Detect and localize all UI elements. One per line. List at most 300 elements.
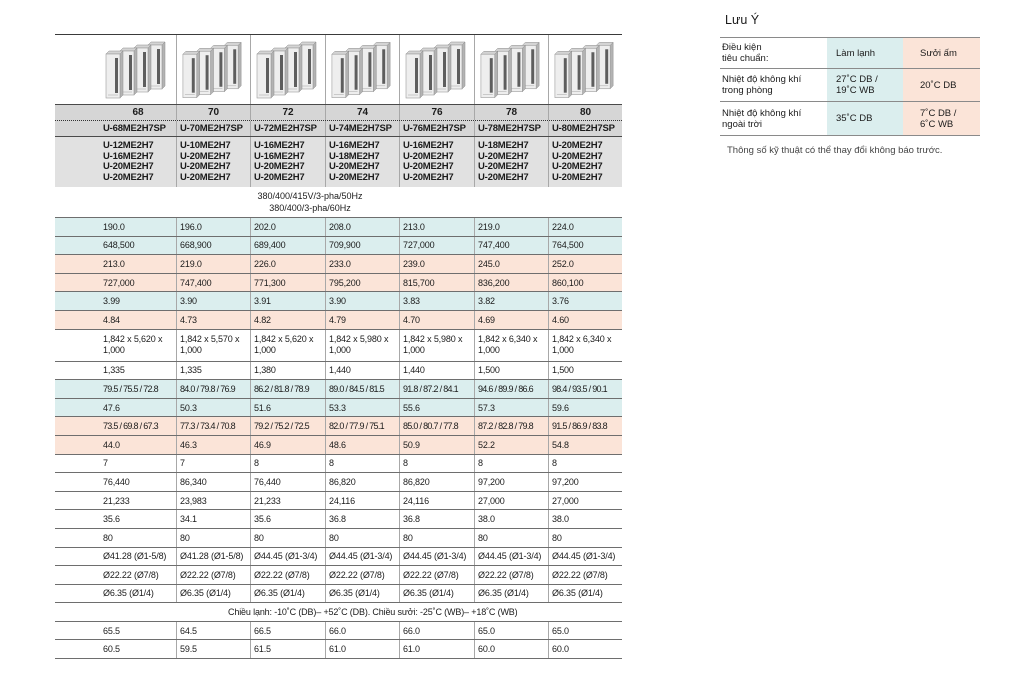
notes-title: Lưu Ý bbox=[725, 13, 760, 27]
spec-value-cell bbox=[474, 292, 548, 310]
spec-value: 48.6 bbox=[329, 439, 346, 450]
spec-value-cell bbox=[474, 622, 548, 640]
module-combination-cell bbox=[548, 137, 622, 187]
spec-value: 815,700 bbox=[403, 277, 435, 288]
module-combination-cell bbox=[474, 137, 548, 187]
spec-value-cell bbox=[100, 548, 176, 566]
module-model: U-16ME2H7 bbox=[254, 140, 305, 151]
spec-value: 79.5 / 75.5 / 72.8 bbox=[103, 383, 158, 394]
spec-value: Ø44.45 (Ø1-3/4) bbox=[478, 551, 542, 562]
unit-image-cell bbox=[325, 35, 399, 104]
spec-value-cell bbox=[399, 566, 474, 584]
spec-value: 648,500 bbox=[103, 240, 135, 251]
outdoor-unit-image bbox=[475, 35, 548, 104]
outdoor-unit-image bbox=[326, 35, 399, 104]
lead-blank-cell bbox=[55, 455, 100, 473]
row-label-line: Nhiệt độ không khí bbox=[722, 74, 802, 85]
spec-value: 3.99 bbox=[103, 296, 120, 307]
module-model: U-16ME2H7 bbox=[103, 150, 154, 162]
outdoor-unit bbox=[555, 51, 572, 97]
spec-value: 61.0 bbox=[403, 644, 420, 655]
spec-value: 86.2 / 81.8 / 78.9 bbox=[254, 383, 309, 394]
standard-conditions-table bbox=[720, 37, 980, 136]
model-name: U-72ME2H7SP bbox=[254, 123, 317, 134]
lead-blank-cell bbox=[55, 417, 100, 435]
spec-value: 60.0 bbox=[478, 644, 495, 655]
module-combination-cell bbox=[100, 137, 176, 187]
spec-value: 50.9 bbox=[403, 439, 420, 450]
spec-value: Ø22.22 (Ø7/8) bbox=[103, 569, 159, 580]
spec-value: 4.84 bbox=[103, 314, 120, 325]
module-model: U-16ME2H7 bbox=[329, 140, 380, 151]
spec-row bbox=[55, 473, 622, 492]
module-model: U-20ME2H7 bbox=[329, 161, 380, 172]
spec-value-cell bbox=[474, 330, 548, 361]
spec-value-cell bbox=[250, 380, 325, 398]
spec-value-cell bbox=[548, 455, 622, 473]
spec-value-cell bbox=[176, 255, 250, 273]
spec-value: 89.0 / 84.5 / 81.5 bbox=[329, 383, 384, 394]
module-model: U-10ME2H7 bbox=[180, 140, 231, 151]
lead-blank-cell bbox=[55, 218, 100, 236]
spec-value: 51.6 bbox=[254, 402, 271, 413]
spec-value: 3.76 bbox=[552, 296, 569, 307]
lead-blank-cell bbox=[55, 35, 100, 104]
spec-value-cell bbox=[399, 640, 474, 658]
spec-value: 8 bbox=[403, 458, 408, 469]
spec-value-cell bbox=[176, 436, 250, 454]
hp-value: 68 bbox=[132, 107, 144, 118]
module-model: U-18ME2H7 bbox=[478, 140, 529, 151]
spec-value-cell bbox=[325, 455, 399, 473]
spec-value: 65.0 bbox=[478, 625, 495, 636]
hp-cell bbox=[474, 105, 548, 120]
module-combination-cell bbox=[250, 137, 325, 187]
spec-value-cell bbox=[250, 510, 325, 528]
spec-value: Ø22.22 (Ø7/8) bbox=[329, 569, 385, 580]
spec-value: 80 bbox=[329, 532, 339, 543]
spec-row bbox=[55, 455, 622, 474]
spec-value-cell bbox=[548, 640, 622, 658]
model-cell bbox=[325, 121, 399, 136]
lead-blank-cell bbox=[55, 548, 100, 566]
spec-value: 239.0 bbox=[403, 258, 425, 269]
spec-value-cell bbox=[325, 237, 399, 255]
indoor-temp-row bbox=[720, 69, 980, 102]
spec-value-cell bbox=[474, 218, 548, 236]
spec-value-cell bbox=[325, 566, 399, 584]
spec-row bbox=[55, 274, 622, 293]
heating-value-line: 6˚C WB bbox=[920, 118, 954, 130]
spec-value-cell bbox=[548, 380, 622, 398]
module-combination-cell bbox=[325, 137, 399, 187]
hp-value: 74 bbox=[356, 107, 369, 118]
spec-value-cell bbox=[176, 417, 250, 435]
spec-value: Ø44.45 (Ø1-3/4) bbox=[403, 551, 467, 562]
spec-value-cell bbox=[250, 399, 325, 417]
spec-value: Ø22.22 (Ø7/8) bbox=[478, 569, 534, 580]
module-model: U-20ME2H7 bbox=[552, 140, 603, 151]
module-model: U-20ME2H7 bbox=[180, 161, 231, 172]
spec-row bbox=[55, 237, 622, 256]
spec-value-cell bbox=[250, 330, 325, 361]
spec-value-cell bbox=[325, 218, 399, 236]
spec-value-cell bbox=[250, 640, 325, 658]
heating-value-line: 7˚C DB / bbox=[920, 107, 957, 119]
spec-value-cell bbox=[100, 330, 176, 361]
hp-value: 78 bbox=[505, 107, 518, 118]
module-combination-cell bbox=[399, 137, 474, 187]
lead-blank-cell bbox=[55, 362, 100, 380]
spec-value: 91.5 / 86.9 / 83.8 bbox=[552, 421, 607, 432]
spec-value-cell bbox=[399, 417, 474, 435]
lead-blank-cell bbox=[55, 274, 100, 292]
spec-value: 91.8 / 87.2 / 84.1 bbox=[403, 383, 458, 394]
spec-value: Ø22.22 (Ø7/8) bbox=[180, 569, 236, 580]
spec-value-cell bbox=[100, 455, 176, 473]
module-model: U-20ME2H7 bbox=[103, 161, 154, 172]
lead-blank-cell bbox=[55, 585, 100, 603]
spec-value: 24,116 bbox=[329, 495, 355, 506]
spec-value-cell bbox=[474, 436, 548, 454]
spec-value: 747,400 bbox=[478, 240, 510, 251]
lead-blank-cell bbox=[55, 566, 100, 584]
spec-value-cell bbox=[399, 292, 474, 310]
lead-blank-cell bbox=[55, 640, 100, 658]
spec-value: 219.0 bbox=[180, 258, 202, 269]
outdoor-unit-image bbox=[251, 35, 325, 104]
spec-value: 97,200 bbox=[552, 476, 579, 487]
power-supply-block bbox=[255, 190, 365, 214]
spec-value: 1,500 bbox=[552, 365, 574, 376]
spec-value: 7 bbox=[103, 458, 108, 469]
spec-value: 87.2 / 82.8 / 79.8 bbox=[478, 421, 533, 432]
spec-value-cell bbox=[474, 311, 548, 329]
module-model: U-20ME2H7 bbox=[478, 161, 529, 172]
spec-value: 4.70 bbox=[403, 314, 420, 325]
outdoor-unit bbox=[106, 51, 123, 98]
spec-value-cell bbox=[100, 566, 176, 584]
hp-value: 80 bbox=[579, 107, 592, 118]
spec-value-cell bbox=[250, 292, 325, 310]
indoor-temp-label-cell bbox=[720, 69, 827, 101]
spec-value: 3.83 bbox=[403, 296, 420, 307]
spec-value-cell bbox=[399, 473, 474, 491]
spec-value: 3.90 bbox=[329, 296, 346, 307]
spec-value-cell bbox=[325, 274, 399, 292]
module-combination-row bbox=[55, 137, 622, 187]
power-supply-line: 380/400/3-pha/60Hz bbox=[269, 203, 351, 213]
spec-row bbox=[55, 436, 622, 455]
spec-value-cell bbox=[474, 510, 548, 528]
model-name: U-80ME2H7SP bbox=[552, 123, 615, 134]
lead-blank-cell bbox=[55, 510, 100, 528]
spec-value-cell bbox=[325, 362, 399, 380]
spec-value-cell bbox=[100, 218, 176, 236]
model-cell bbox=[176, 121, 250, 136]
spec-value-cell bbox=[474, 417, 548, 435]
spec-value: 1,842 x 5,620 x 1,000 bbox=[103, 334, 163, 356]
spec-value: 8 bbox=[329, 458, 334, 469]
spec-value-cell bbox=[325, 436, 399, 454]
heating-header-label: Sưởi ấm bbox=[920, 47, 957, 59]
spec-value-cell bbox=[176, 399, 250, 417]
spec-value: 60.5 bbox=[103, 644, 120, 655]
spec-value: 836,200 bbox=[478, 277, 510, 288]
spec-value-cell bbox=[548, 255, 622, 273]
spec-value-cell bbox=[250, 585, 325, 603]
spec-value-cell bbox=[176, 640, 250, 658]
spec-value-cell bbox=[548, 311, 622, 329]
spec-value-cell bbox=[250, 218, 325, 236]
spec-value-cell bbox=[325, 622, 399, 640]
spec-value: 208.0 bbox=[329, 221, 351, 232]
model-name-row bbox=[55, 121, 622, 137]
spec-value-cell bbox=[548, 436, 622, 454]
spec-value: 1,842 x 5,980 x 1,000 bbox=[329, 334, 389, 356]
module-model: U-20ME2H7 bbox=[329, 171, 380, 183]
spec-value: 8 bbox=[254, 458, 259, 469]
spec-value: 202.0 bbox=[254, 221, 276, 232]
hp-cell bbox=[548, 105, 622, 120]
module-model: U-12ME2H7 bbox=[103, 140, 154, 151]
spec-value-cell bbox=[100, 529, 176, 547]
spec-value: Ø6.35 (Ø1/4) bbox=[403, 588, 454, 599]
spec-value-cell bbox=[474, 640, 548, 658]
spec-value-cell bbox=[399, 529, 474, 547]
spec-value-cell bbox=[548, 218, 622, 236]
spec-value-cell bbox=[250, 237, 325, 255]
spec-value: 233.0 bbox=[329, 258, 351, 269]
module-combination-cell bbox=[176, 137, 250, 187]
power-supply-cell bbox=[55, 187, 622, 217]
spec-row bbox=[55, 255, 622, 274]
lead-blank-cell bbox=[55, 237, 100, 255]
spec-value: 196.0 bbox=[180, 221, 202, 232]
spec-value-cell bbox=[100, 237, 176, 255]
lead-blank-cell bbox=[55, 436, 100, 454]
condition-header-cell bbox=[720, 38, 827, 68]
model-cell bbox=[100, 121, 176, 136]
spec-value-cell bbox=[474, 585, 548, 603]
power-supply-line: 380/400/415V/3-pha/50Hz bbox=[257, 191, 363, 201]
cooling-value-line: 35˚C DB bbox=[836, 113, 873, 124]
outdoor-unit bbox=[332, 51, 349, 97]
spec-value: 38.0 bbox=[552, 514, 569, 525]
module-model: U-20ME2H7 bbox=[180, 150, 231, 162]
spec-value: 80 bbox=[180, 532, 190, 543]
outdoor-unit bbox=[406, 51, 423, 98]
hp-value: 70 bbox=[207, 107, 220, 118]
spec-row bbox=[55, 311, 622, 330]
spec-value: 53.3 bbox=[329, 402, 346, 413]
spec-value: 35.6 bbox=[254, 514, 271, 525]
spec-value-cell bbox=[176, 585, 250, 603]
spec-value-cell bbox=[474, 473, 548, 491]
spec-value: 727,000 bbox=[403, 240, 435, 251]
spec-value-cell bbox=[176, 455, 250, 473]
spec-value: 764,500 bbox=[552, 240, 584, 251]
spec-value-cell bbox=[250, 311, 325, 329]
spec-value: 1,842 x 5,570 x 1,000 bbox=[180, 334, 240, 356]
spec-value: 66.0 bbox=[403, 625, 420, 636]
row-label-line: Nhiệt độ không khí bbox=[722, 107, 802, 119]
module-model: U-18ME2H7 bbox=[329, 150, 380, 162]
spec-value: 61.0 bbox=[329, 644, 346, 655]
spec-value: 27,000 bbox=[478, 495, 505, 506]
spec-value-cell bbox=[325, 585, 399, 603]
spec-value-cell bbox=[325, 255, 399, 273]
spec-value: 79.2 / 75.2 / 72.5 bbox=[254, 421, 309, 432]
spec-value: 23,983 bbox=[180, 495, 207, 506]
outdoor-unit-image bbox=[100, 35, 174, 104]
model-cell bbox=[548, 121, 622, 136]
spec-row bbox=[55, 292, 622, 311]
spec-value-cell bbox=[250, 255, 325, 273]
spec-value-cell bbox=[325, 473, 399, 491]
spec-value: 21,233 bbox=[103, 495, 130, 506]
unit-image-cell bbox=[250, 35, 325, 104]
spec-value-cell bbox=[176, 566, 250, 584]
spec-value: 76,440 bbox=[103, 476, 130, 487]
spec-value-cell bbox=[474, 362, 548, 380]
spec-value-cell bbox=[100, 399, 176, 417]
spec-value: 1,380 bbox=[254, 365, 276, 376]
spec-value: 24,116 bbox=[403, 495, 429, 506]
spec-value-cell bbox=[100, 362, 176, 380]
module-model: U-20ME2H7 bbox=[254, 161, 305, 172]
lead-blank-cell bbox=[55, 137, 100, 187]
spec-value: 80 bbox=[254, 532, 264, 543]
spec-value-cell bbox=[548, 330, 622, 361]
spec-value: 795,200 bbox=[329, 277, 361, 288]
unit-image-row bbox=[55, 35, 622, 105]
hp-cell bbox=[325, 105, 399, 120]
spec-value-cell bbox=[474, 380, 548, 398]
spec-value-cell bbox=[176, 548, 250, 566]
spec-value: 1,842 x 6,340 x 1,000 bbox=[478, 334, 538, 356]
spec-value: 65.5 bbox=[103, 625, 120, 636]
spec-value: 771,300 bbox=[254, 277, 286, 288]
spec-row bbox=[55, 492, 622, 511]
spec-value: 66.5 bbox=[254, 625, 271, 636]
spec-value: 4.69 bbox=[478, 314, 495, 325]
spec-value-cell bbox=[399, 548, 474, 566]
spec-row bbox=[55, 417, 622, 436]
spec-value: Ø6.35 (Ø1/4) bbox=[329, 588, 380, 599]
spec-value-cell bbox=[548, 529, 622, 547]
spec-value: 1,440 bbox=[329, 365, 351, 376]
spec-value: 747,400 bbox=[180, 277, 212, 288]
module-model: U-16ME2H7 bbox=[403, 140, 454, 151]
module-model: U-20ME2H7 bbox=[552, 161, 603, 172]
spec-value: 97,200 bbox=[478, 476, 505, 487]
cooling-header-cell bbox=[827, 38, 903, 68]
spec-value-cell bbox=[548, 417, 622, 435]
spec-value-cell bbox=[250, 566, 325, 584]
spec-value-cell bbox=[250, 473, 325, 491]
unit-image-cell bbox=[100, 35, 176, 104]
spec-value-cell bbox=[399, 436, 474, 454]
spec-value-cell bbox=[325, 330, 399, 361]
spec-value-cell bbox=[548, 237, 622, 255]
spec-value-cell bbox=[176, 237, 250, 255]
spec-value-cell bbox=[250, 436, 325, 454]
module-model: U-20ME2H7 bbox=[254, 171, 305, 183]
outdoor-unit-image bbox=[549, 35, 622, 104]
spec-value-cell bbox=[548, 585, 622, 603]
spec-value-cell bbox=[325, 311, 399, 329]
spec-value: 61.5 bbox=[254, 644, 271, 655]
spec-value: 252.0 bbox=[552, 258, 574, 269]
spec-value-cell bbox=[399, 330, 474, 361]
spec-value: 3.91 bbox=[254, 296, 271, 307]
module-model: U-20ME2H7 bbox=[552, 150, 603, 162]
unit-image-cell bbox=[474, 35, 548, 104]
spec-value-cell bbox=[176, 362, 250, 380]
spec-value: 21,233 bbox=[254, 495, 281, 506]
model-name: U-76ME2H7SP bbox=[403, 123, 466, 134]
module-model: U-20ME2H7 bbox=[478, 150, 529, 162]
lead-blank-cell bbox=[55, 105, 100, 120]
spec-value: Ø44.45 (Ø1-3/4) bbox=[329, 551, 393, 562]
spec-value: 7 bbox=[180, 458, 185, 469]
spec-value: 245.0 bbox=[478, 258, 500, 269]
spec-value-cell bbox=[474, 455, 548, 473]
model-cell bbox=[399, 121, 474, 136]
outdoor-unit bbox=[183, 51, 200, 97]
spec-value-cell bbox=[325, 380, 399, 398]
spec-value-cell bbox=[399, 237, 474, 255]
indoor-heating-cell bbox=[903, 69, 980, 101]
spec-value: 55.6 bbox=[403, 402, 420, 413]
lead-blank-cell bbox=[55, 255, 100, 273]
spec-value-cell bbox=[548, 548, 622, 566]
spec-value: 80 bbox=[103, 532, 113, 543]
spec-value-cell bbox=[548, 292, 622, 310]
spec-value: 1,500 bbox=[478, 365, 500, 376]
spec-value-cell bbox=[100, 311, 176, 329]
spec-value: 727,000 bbox=[103, 277, 135, 288]
model-name: U-68ME2H7SP bbox=[103, 123, 166, 134]
spec-value-cell bbox=[325, 417, 399, 435]
spec-value-cell bbox=[548, 622, 622, 640]
spec-value: 84.0 / 79.8 / 76.9 bbox=[180, 383, 235, 394]
spec-value: Ø6.35 (Ø1/4) bbox=[103, 588, 154, 599]
spec-value: 46.9 bbox=[254, 439, 271, 450]
spec-value: 1,842 x 5,980 x 1,000 bbox=[403, 334, 463, 356]
spec-value: 4.73 bbox=[180, 314, 197, 325]
spec-value-cell bbox=[399, 218, 474, 236]
spec-value: 76,440 bbox=[254, 476, 281, 487]
spec-value: 34.1 bbox=[180, 514, 197, 525]
spec-value: Ø6.35 (Ø1/4) bbox=[254, 588, 305, 599]
outdoor-unit bbox=[257, 51, 274, 98]
spec-row bbox=[55, 622, 622, 641]
spec-value: 1,440 bbox=[403, 365, 425, 376]
outdoor-unit bbox=[481, 51, 498, 97]
outdoor-heating-cell bbox=[903, 102, 980, 135]
capacity-hp-row bbox=[55, 105, 622, 121]
cooling-header-label: Làm lạnh bbox=[836, 47, 876, 59]
condition-header-line: Điều kiện bbox=[722, 42, 762, 53]
lead-blank-cell bbox=[55, 622, 100, 640]
model-cell bbox=[250, 121, 325, 136]
spec-value: 219.0 bbox=[478, 221, 500, 232]
spec-value-cell bbox=[176, 380, 250, 398]
spec-value-cell bbox=[399, 510, 474, 528]
model-name: U-74ME2H7SP bbox=[329, 123, 392, 134]
